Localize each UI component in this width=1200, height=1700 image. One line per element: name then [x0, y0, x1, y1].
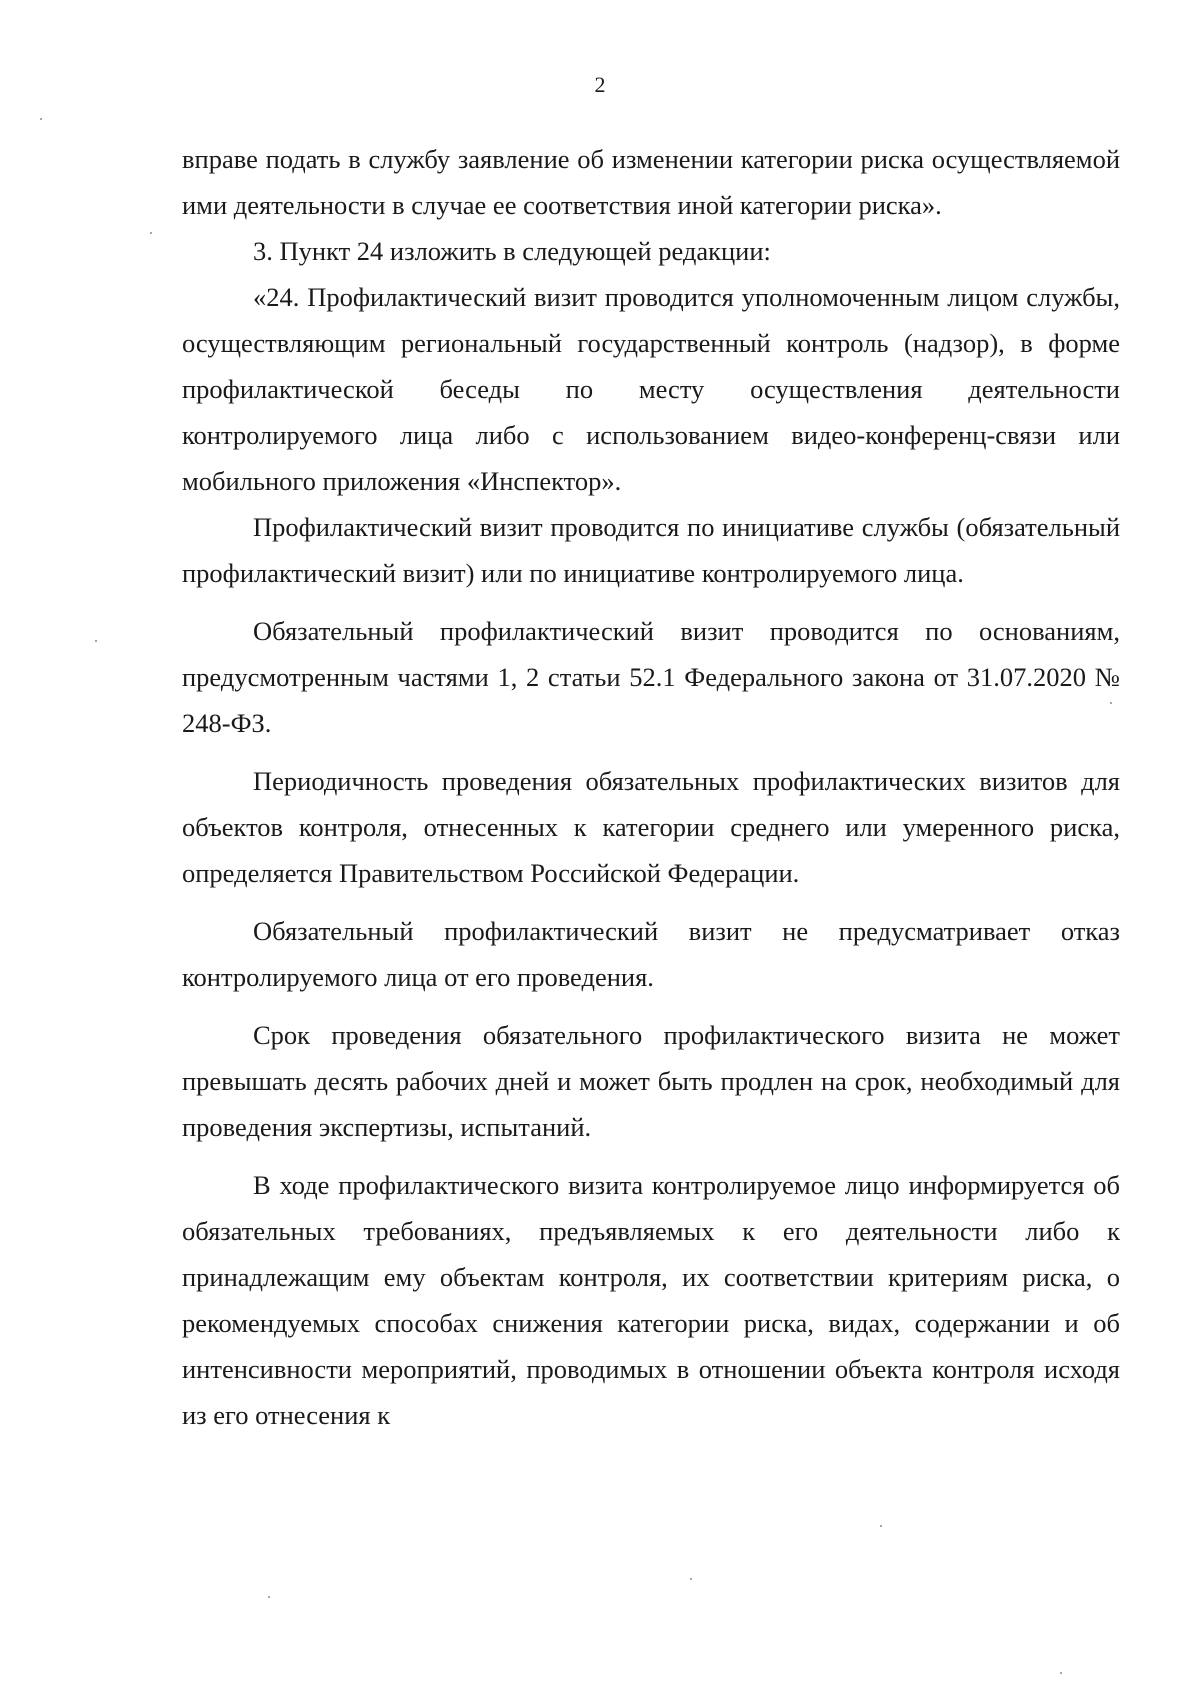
paragraph-periodicity: Периодичность проведения обязательных профилактических визитов для объектов контроля, отнесенных к категории среднего или умеренного риска, определяется Правительством Российской Федерации.: [182, 766, 1120, 888]
paragraph-visit-initiative: Профилактический визит проводится по инициативе службы (обязательный профилактический визит) или по инициативе контролируемого лица.: [182, 512, 1120, 588]
paragraph-continuation: вправе подать в службу заявление об изменении категории риска осуществляемой ими деятельности в случае ее соответствия иной категории риска».: [182, 144, 1120, 220]
document-body: [182, 136, 1120, 1438]
scan-speck: [880, 1525, 882, 1527]
scan-speck: [150, 232, 152, 234]
paragraph-no-refusal: Обязательный профилактический визит не предусматривает отказ контролируемого лица от его проведения.: [182, 916, 1120, 992]
scan-speck: [1060, 1672, 1062, 1674]
scan-speck: [95, 640, 97, 642]
scan-speck: [40, 118, 42, 120]
scan-speck: [268, 1596, 270, 1598]
paragraph-mandatory-visit-grounds: Обязательный профилактический визит проводится по основаниям, предусмотренным частями 1, 2 статьи 52.1 Федерального закона от 31.07.2020 № 248-ФЗ.: [182, 616, 1120, 738]
paragraph-item-3: 3. Пункт 24 изложить в следующей редакции:: [253, 236, 771, 266]
page-number: 2: [594, 72, 606, 97]
paragraph-item-24: «24. Профилактический визит проводится уполномоченным лицом службы, осуществляющим региональный государственный контроль (надзор), в форме профилактической беседы по месту осуществления деятельности контролируемого лица либо с использованием видео-конференц-связи или мобильного приложения «Инспектор».: [182, 282, 1120, 496]
scan-speck: [690, 1578, 692, 1580]
scan-speck: [1110, 702, 1112, 704]
paragraph-visit-term: Срок проведения обязательного профилактического визита не может превышать десять рабочих дней и может быть продлен на срок, необходимый для проведения экспертизы, испытаний.: [182, 1020, 1120, 1142]
paragraph-visit-content: В ходе профилактического визита контролируемое лицо информируется об обязательных требованиях, предъявляемых к его деятельности либо к принадлежащим ему объектам контроля, их соответствии критериям риска, о рекомендуемых способах снижения категории риска, видах, содержании и об интенсивности мероприятий, проводимых в отношении объекта контроля исходя из его отнесения к: [182, 1170, 1120, 1430]
